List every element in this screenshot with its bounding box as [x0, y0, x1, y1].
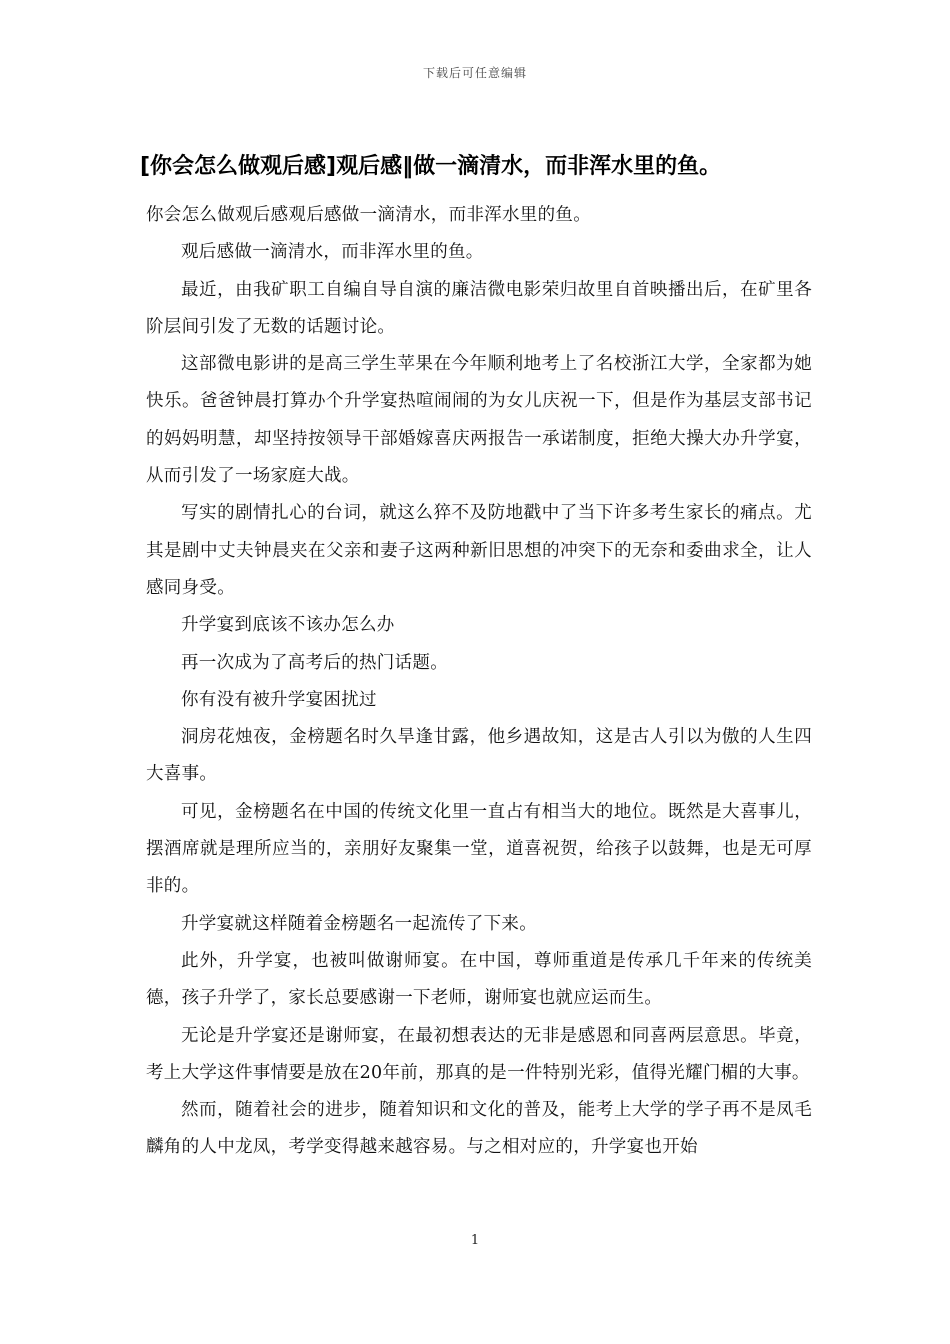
page-number: 1 — [470, 1233, 480, 1248]
paragraph: 这部微电影讲的是高三学生苹果在今年顺利地考上了名校浙江大学，全家都为她快乐。爸爸钟晨打算办个升学宴热喧闹闹的为女儿庆祝一下，但是作为基层支部书记的妈妈明慧，却坚持按领导干部婚嫁喜庆两报告一承诺制度，拒绝大操大办升学宴，从而引发了一场家庭大战。 — [146, 354, 812, 487]
document-body — [146, 197, 812, 1167]
paragraph: 写实的剧情扎心的台词，就这么猝不及防地戳中了当下许多考生家长的痛点。尤其是剧中丈夫钟晨夹在父亲和妻子这两种新旧思想的冲突下的无奈和委曲求全，让人感同身受。 — [146, 503, 812, 598]
paragraph: 你有没有被升学宴困扰过 — [181, 689, 377, 710]
paragraph: 洞房花烛夜，金榜题名时久旱逢甘露，他乡遇故知，这是古人引以为傲的人生四大喜事。 — [146, 727, 812, 785]
paragraph: 再一次成为了高考后的热门话题。 — [181, 652, 448, 673]
download-note-header: 下载后可任意编辑 — [422, 66, 527, 80]
paragraph: 观后感做一滴清水，而非浑水里的鱼。 — [181, 242, 484, 263]
paragraph: 可见，金榜题名在中国的传统文化里一直占有相当大的地位。既然是大喜事儿，摆酒席就是理所应当的，亲朋好友聚集一堂，道喜祝贺，给孩子以鼓舞，也是无可厚非的。 — [146, 801, 812, 897]
document-title: [你会怎么做观后感]观后感‖做一滴清水，而非浑水里的鱼。 — [140, 154, 722, 179]
paragraph: 然而，随着社会的进步，随着知识和文化的普及，能考上大学的学子再不是凤毛麟角的人中龙凤，考学变得越来越容易。与之相对应的，升学宴也开始 — [146, 1100, 812, 1158]
paragraph: 升学宴就这样随着金榜题名一起流传了下来。 — [181, 913, 537, 934]
paragraph: 升学宴到底该不该办怎么办 — [181, 615, 395, 636]
paragraph: 无论是升学宴还是谢师宴，在最初想表达的无非是感恩和同喜两层意思。毕竟，考上大学这件事情要是放在20年前，那真的是一件特别光彩，值得光耀门楣的大事。 — [146, 1025, 812, 1083]
paragraph-summary: 你会怎么做观后感观后感做一滴清水，而非浑水里的鱼。 — [146, 205, 591, 225]
paragraph: 此外，升学宴，也被叫做谢师宴。在中国，尊师重道是传承几千年来的传统美德，孩子升学了，家长总要感谢一下老师，谢师宴也就应运而生。 — [146, 950, 812, 1009]
paragraph: 最近，由我矿职工自编自导自演的廉洁微电影荣归故里自首映播出后，在矿里各阶层间引发了无数的话题讨论。 — [146, 279, 812, 337]
